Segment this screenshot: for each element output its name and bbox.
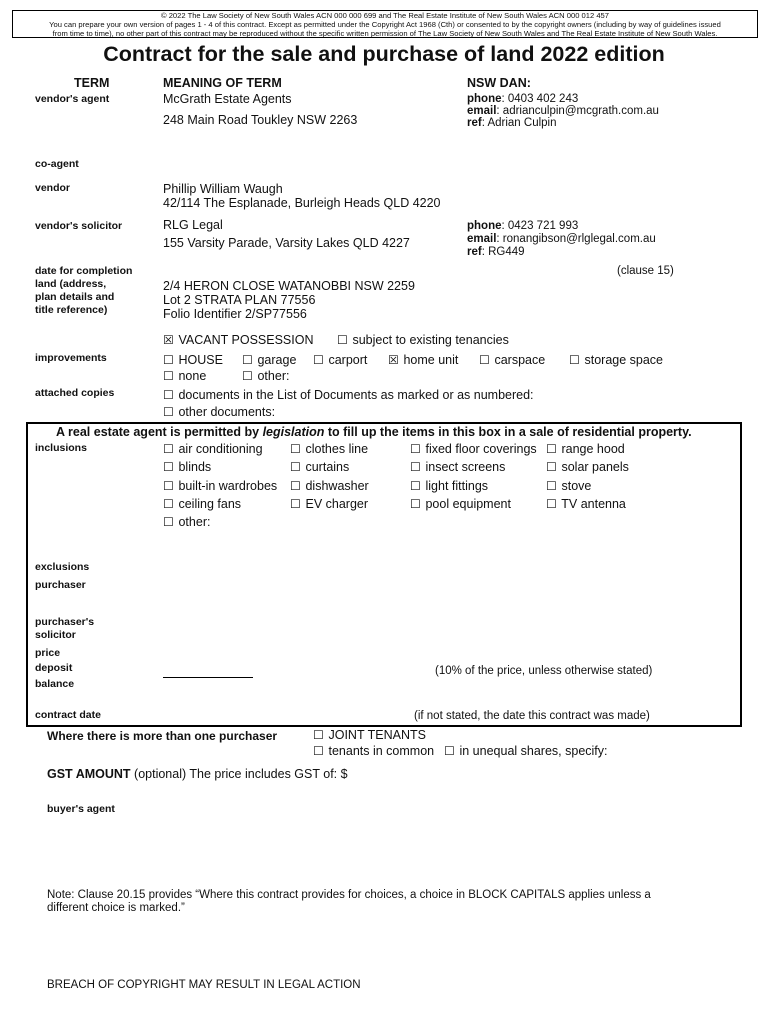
checked-box-icon: ☒ (163, 333, 174, 347)
dishwasher-checkbox[interactable] (290, 479, 369, 493)
land-address: 2/4 HERON CLOSE WATANOBBI NSW 2259 (163, 279, 415, 293)
checkbox-icon: ☐ (290, 460, 301, 474)
checkbox-label: blinds (178, 460, 212, 474)
tenants-in-common-checkbox[interactable] (313, 744, 434, 758)
checkbox-icon: ☐ (163, 388, 174, 402)
range-hood-checkbox[interactable] (546, 442, 625, 456)
checkbox-label: tenants in common (328, 744, 435, 758)
phone-label: phone (467, 220, 502, 232)
checkbox-label: carport (328, 353, 368, 367)
fixed-floor-coverings-checkbox[interactable] (410, 442, 537, 456)
none-checkbox[interactable] (163, 369, 206, 383)
deposit-underline (163, 677, 253, 678)
checkbox-label: other documents: (178, 405, 276, 419)
copyright-warning: BREACH OF COPYRIGHT MAY RESULT IN LEGAL ACTION (47, 979, 361, 991)
checkbox-icon: ☐ (337, 333, 348, 347)
checkbox-label: in unequal shares, specify: (459, 744, 608, 758)
checked-box-icon: ☒ (388, 353, 399, 367)
buyers-agent-label: buyer's agent (47, 803, 115, 815)
multiple-purchasers-label: Where there is more than one purchaser (47, 729, 278, 743)
inclusions-label: inclusions (35, 442, 87, 454)
checkbox-icon: ☐ (410, 497, 421, 511)
heading-text: A real estate agent is permitted by (56, 425, 263, 439)
gst-text: (optional) The price includes GST of: $ (130, 767, 348, 781)
land-plan: Lot 2 STRATA PLAN 77556 (163, 293, 316, 307)
garage-checkbox[interactable] (242, 353, 296, 367)
vacant-possession-checkbox[interactable] (163, 333, 313, 347)
checkbox-label: home unit (403, 353, 459, 367)
checkbox-icon: ☐ (242, 369, 253, 383)
checkbox-icon: ☐ (242, 353, 253, 367)
checkbox-label: documents in the List of Documents as marked or as numbered: (178, 388, 534, 402)
checkbox-label: EV charger (305, 497, 369, 511)
checkbox-icon: ☐ (163, 460, 174, 474)
documents-checkbox[interactable] (163, 388, 534, 402)
checkbox-icon: ☐ (163, 369, 174, 383)
checkbox-label: HOUSE (178, 353, 223, 367)
house-checkbox[interactable] (163, 353, 223, 367)
vendor-label: vendor (35, 182, 71, 194)
dan-header: NSW DAN: (467, 76, 531, 90)
copyright-line: You can prepare your own version of pages 1 - 4 of this contract. Except as permitted under the Copyright Act 1968 (Cth) or consented to by the copyright owners (including by way of guidelines issued (49, 20, 721, 29)
carspace-checkbox[interactable] (479, 353, 545, 367)
copyright-notice (12, 10, 758, 38)
vendors-agent-ref (467, 117, 557, 130)
checkbox-label: insect screens (425, 460, 506, 474)
exclusions-label: exclusions (35, 561, 90, 573)
meaning-header: MEANING OF TERM (163, 76, 282, 90)
checkbox-label: storage space (584, 353, 664, 367)
copyright-line: from time to time), no other part of this contract may be reproduced without the specific written permission of The Law Society of New South Wales and The Real Estate Institute of New South Wales. (52, 29, 718, 38)
checkbox-label: dishwasher (305, 479, 369, 493)
insect-screens-checkbox[interactable] (410, 460, 505, 474)
land-label: plan details and (35, 291, 115, 303)
ref-value: : Adrian Culpin (481, 117, 557, 129)
phone-value: : 0423 721 993 (501, 220, 579, 232)
checkbox-label: other: (178, 515, 211, 529)
checkbox-icon: ☐ (313, 728, 324, 742)
contract-date-label: contract date (35, 709, 101, 721)
checkbox-label: air conditioning (178, 442, 263, 456)
checkbox-label: carspace (494, 353, 546, 367)
price-label: price (35, 647, 61, 659)
checkbox-icon: ☐ (546, 442, 557, 456)
email-value: : adrianculpin@mcgrath.com.au (496, 105, 659, 117)
agent-box-heading (56, 425, 692, 439)
checkbox-icon: ☐ (163, 497, 174, 511)
checkbox-label: range hood (561, 442, 625, 456)
checkbox-icon: ☐ (290, 497, 301, 511)
email-value: : ronangibson@rlglegal.com.au (496, 233, 656, 245)
co-agent-label: co-agent (35, 158, 79, 170)
agent-fill-box (26, 422, 742, 727)
checkbox-icon: ☐ (546, 479, 557, 493)
joint-tenants-checkbox[interactable] (313, 728, 426, 742)
gst-amount-line (47, 767, 348, 781)
vendors-solicitor-label: vendor's solicitor (35, 220, 123, 232)
balance-label: balance (35, 678, 75, 690)
vendors-solicitor-name: RLG Legal (163, 218, 223, 232)
checkbox-label: subject to existing tenancies (352, 333, 509, 347)
checkbox-icon: ☐ (290, 442, 301, 456)
vendors-agent-label: vendor's agent (35, 93, 110, 105)
vendors-solicitor-email (467, 233, 656, 246)
land-folio: Folio Identifier 2/SP77556 (163, 307, 307, 321)
checkbox-label: TV antenna (561, 497, 626, 511)
built-in-wardrobes-checkbox[interactable] (163, 479, 277, 493)
other-improvements-checkbox[interactable] (242, 369, 289, 383)
checkbox-icon: ☐ (410, 460, 421, 474)
checkbox-label: ceiling fans (178, 497, 242, 511)
page-title: Contract for the sale and purchase of land 2022 edition (103, 42, 665, 66)
unequal-shares-checkbox[interactable] (444, 744, 608, 758)
improvements-label: improvements (35, 352, 107, 364)
checkbox-label: VACANT POSSESSION (178, 333, 314, 347)
checkbox-icon: ☐ (163, 405, 174, 419)
contract-date-note: (if not stated, the date this contract was made) (414, 710, 650, 722)
copyright-line: © 2022 The Law Society of New South Wales ACN 000 000 699 and The Real Estate Institute of New South Wales ACN 000 012 457 (161, 11, 609, 20)
vendors-agent-name: McGrath Estate Agents (163, 92, 292, 106)
ev-charger-checkbox[interactable] (290, 497, 368, 511)
storage-space-checkbox[interactable] (569, 353, 663, 367)
clothes-line-checkbox[interactable] (290, 442, 368, 456)
ref-value: : RG449 (481, 246, 525, 258)
checkbox-label: garage (257, 353, 297, 367)
checkbox-icon: ☐ (479, 353, 490, 367)
checkbox-icon: ☐ (410, 479, 421, 493)
pool-equipment-checkbox[interactable] (410, 497, 511, 511)
ceiling-fans-checkbox[interactable] (163, 497, 241, 511)
term-header: TERM (74, 76, 110, 90)
attached-copies-label: attached copies (35, 387, 115, 399)
deposit-note: (10% of the price, unless otherwise stated) (435, 665, 653, 677)
carport-checkbox[interactable] (313, 353, 367, 367)
stove-checkbox[interactable] (546, 479, 591, 493)
checkbox-icon: ☐ (569, 353, 580, 367)
purchasers-solicitor-label: purchaser's (35, 616, 95, 628)
purchasers-solicitor-label: solicitor (35, 629, 76, 641)
vendors-solicitor-address: 155 Varsity Parade, Varsity Lakes QLD 4227 (163, 236, 410, 250)
email-label: email (467, 233, 497, 245)
checkbox-icon: ☐ (163, 515, 174, 529)
vendors-solicitor-phone (467, 220, 578, 233)
checkbox-icon: ☐ (313, 744, 324, 758)
checkbox-label: curtains (305, 460, 350, 474)
checkbox-icon: ☐ (546, 497, 557, 511)
checkbox-label: fixed floor coverings (425, 442, 537, 456)
deposit-label: deposit (35, 662, 73, 674)
heading-text: to fill up the items in this box in a sale of residential property. (324, 425, 692, 439)
vendor-name: Phillip William Waugh (163, 182, 283, 196)
checkbox-label: other: (257, 369, 290, 383)
checkbox-label: pool equipment (425, 497, 511, 511)
checkbox-label: built-in wardrobes (178, 479, 278, 493)
land-label: land (address, (35, 278, 107, 290)
heading-emphasis: legislation (262, 425, 325, 439)
checkbox-label: JOINT TENANTS (328, 728, 426, 742)
checkbox-icon: ☐ (546, 460, 557, 474)
checkbox-label: solar panels (561, 460, 629, 474)
other-inclusions-checkbox[interactable] (163, 515, 210, 529)
purchaser-label: purchaser (35, 579, 86, 591)
other-documents-checkbox[interactable] (163, 405, 275, 419)
air-conditioning-checkbox[interactable] (163, 442, 263, 456)
checkbox-label: stove (561, 479, 592, 493)
ref-label: ref (467, 246, 482, 258)
note-line: different choice is marked.” (47, 902, 185, 914)
checkbox-label: light fittings (425, 479, 489, 493)
tenancies-checkbox[interactable] (337, 333, 509, 347)
vendors-solicitor-ref (467, 246, 525, 259)
phone-label: phone (467, 93, 502, 105)
gst-label: GST AMOUNT (47, 767, 131, 781)
home-unit-checkbox[interactable] (388, 353, 458, 367)
checkbox-label: none (178, 369, 207, 383)
checkbox-icon: ☐ (444, 744, 455, 758)
completion-label: date for completion (35, 265, 133, 277)
checkbox-label: clothes line (305, 442, 369, 456)
tv-antenna-checkbox[interactable] (546, 497, 626, 511)
land-label: title reference) (35, 304, 108, 316)
checkbox-icon: ☐ (163, 353, 174, 367)
completion-clause: (clause 15) (617, 265, 674, 277)
curtains-checkbox[interactable] (290, 460, 349, 474)
email-label: email (467, 105, 497, 117)
note-line: Note: Clause 20.15 provides “Where this contract provides for choices, a choice in BLOCK CAPITALS applies unless a (47, 889, 651, 901)
solar-panels-checkbox[interactable] (546, 460, 629, 474)
checkbox-icon: ☐ (313, 353, 324, 367)
checkbox-icon: ☐ (290, 479, 301, 493)
phone-value: : 0403 402 243 (501, 93, 579, 105)
light-fittings-checkbox[interactable] (410, 479, 488, 493)
vendor-address: 42/114 The Esplanade, Burleigh Heads QLD 4220 (163, 196, 441, 210)
checkbox-icon: ☐ (163, 442, 174, 456)
blinds-checkbox[interactable] (163, 460, 211, 474)
ref-label: ref (467, 117, 482, 129)
vendors-agent-address: 248 Main Road Toukley NSW 2263 (163, 113, 358, 127)
checkbox-icon: ☐ (410, 442, 421, 456)
checkbox-icon: ☐ (163, 479, 174, 493)
